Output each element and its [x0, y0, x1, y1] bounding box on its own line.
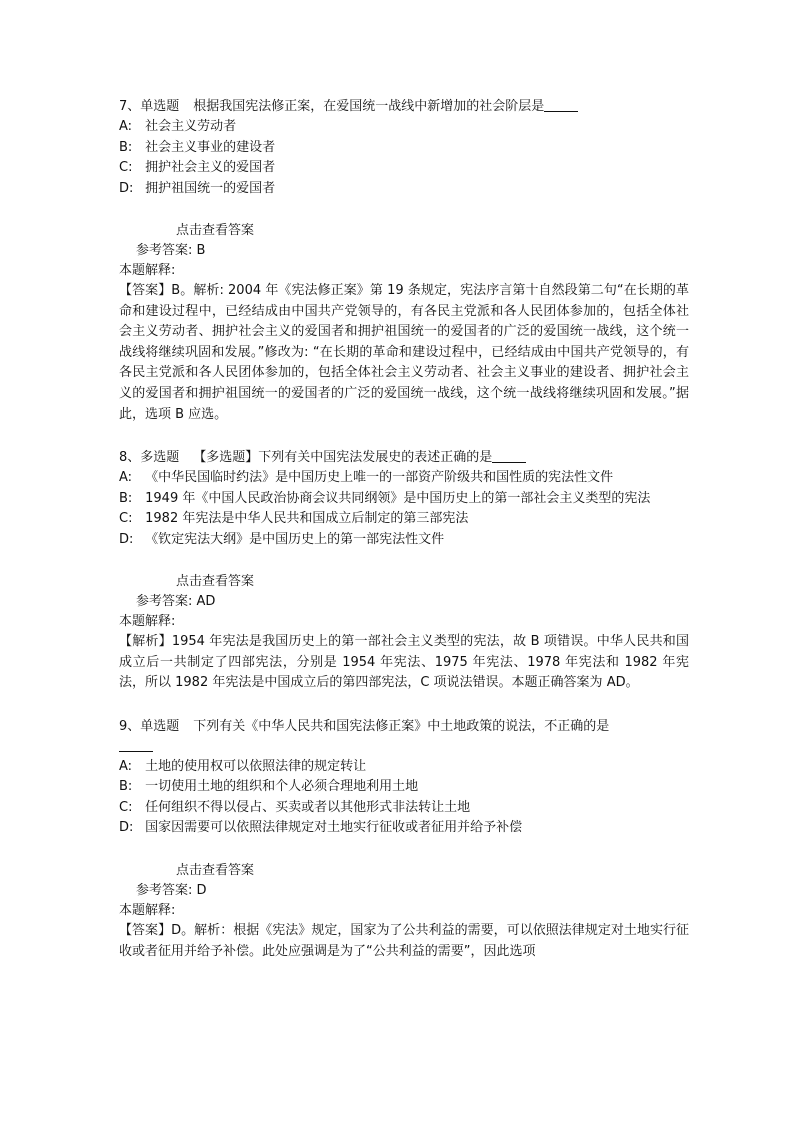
option-c	[119, 509, 689, 530]
option-text: 一切使用土地的组织和个人必须合理地利用土地	[145, 779, 419, 795]
explanation-text: 【答案】D。解析：根据《宪法》规定，国家为了公共利益的需要，可以依照法律规定对土地实行征收或者征用并给予补偿。此处应强调是为了“公共利益的需要”，因此选项	[119, 922, 689, 959]
option-a	[119, 117, 689, 138]
option-text: 任何组织不得以侵占、买卖或者以其他形式非法转让土地	[145, 799, 471, 815]
option-key: D:	[119, 180, 134, 196]
option-text: 《钦定宪法大纲》是中国历史上的第一部宪法性文件	[145, 531, 445, 547]
question-header	[119, 96, 689, 117]
question-stem: 根据我国宪法修正案，在爱国统一战线中新增加的社会阶层是	[193, 99, 545, 114]
reference-answer: 参考答案: D	[136, 882, 207, 898]
reference-answer: 参考答案: AD	[136, 594, 216, 610]
option-key: D:	[119, 531, 134, 547]
option-key: C:	[119, 799, 133, 815]
option-a	[119, 468, 689, 489]
option-key: A:	[119, 119, 133, 134]
question-header	[119, 716, 689, 737]
option-key: A:	[119, 758, 133, 774]
answer-blank	[119, 738, 153, 752]
question-number: 8、	[119, 450, 141, 466]
show-answer-link[interactable]: 点击查看答案	[176, 223, 255, 238]
option-text: 1982 年宪法是中华人民共和国成立后制定的第三部宪法	[145, 511, 469, 527]
show-answer-link[interactable]: 点击查看答案	[176, 862, 255, 878]
question-type: 多选题	[140, 450, 180, 466]
option-text: 1949 年《中国人民政治协商会议共同纲领》是中国历史上的第一部社会主义类型的宪法	[145, 490, 651, 506]
option-key: B:	[119, 139, 133, 155]
option-text: 社会主义劳动者	[145, 119, 237, 134]
question-type: 单选题	[140, 718, 180, 734]
question-header	[119, 447, 689, 468]
option-key: C:	[119, 160, 133, 175]
question-9	[119, 716, 689, 962]
option-text: 社会主义事业的建设者	[145, 139, 276, 155]
question-stem: 下列有关《中华人民共和国宪法修正案》中土地政策的说法，不正确的是	[193, 718, 610, 734]
question-type: 单选题	[140, 99, 180, 114]
question-number: 9、	[119, 718, 141, 734]
option-b	[119, 138, 689, 159]
question-stem: 【多选题】下列有关中国宪法发展史的表述正确的是	[193, 450, 493, 466]
option-b	[119, 777, 689, 798]
option-d	[119, 818, 689, 839]
option-text: 国家因需要可以依照法律规定对土地实行征收或者征用并给予补偿	[145, 820, 523, 836]
option-c	[119, 158, 689, 179]
explanation-label: 本题解释:	[119, 263, 176, 278]
answer-blank	[544, 98, 578, 112]
document-page	[119, 96, 689, 962]
answer-blank	[492, 449, 526, 463]
option-b	[119, 489, 689, 510]
option-text: 土地的使用权可以依照法律的规定转让	[145, 758, 367, 774]
option-key: D:	[119, 820, 134, 836]
option-key: B:	[119, 490, 133, 506]
reference-answer: 参考答案: B	[136, 243, 206, 258]
option-key: C:	[119, 511, 133, 527]
explanation-label: 本题解释:	[119, 614, 176, 630]
question-7	[119, 96, 689, 447]
show-answer-link[interactable]: 点击查看答案	[176, 574, 255, 590]
question-8	[119, 447, 689, 716]
option-c	[119, 798, 689, 819]
explanation-text: 【答案】B。解析: 2004 年《宪法修正案》第 19 条规定，宪法序言第十自然段第二句“在长期的革命和建设过程中，已经结成由中国共产党领导的，有各民主党派和各人民团体参加的，包括全体社会主义劳动者、拥护社会主义的爱国者和拥护祖国统一的爱国者的广泛的爱国统一战线，这个统一战线将继续巩固和发展。”修改为: “在长期的革命和建设过程中，已经结成由中国共产党领导的，有各民主党派和各人民团体参加的，包括全体社会主义劳动者、社会主义事业的建设者、拥护社会主义的爱国者和拥护祖国统一的爱国者的广泛的爱国统一战线，这个统一战线将继续巩固和发展。”据此，选项 B 应选。	[119, 283, 689, 422]
option-text: 拥护社会主义的爱国者	[145, 160, 276, 175]
option-d	[119, 179, 689, 200]
option-text: 《中华民国临时约法》是中国历史上唯一的一部资产阶级共和国性质的宪法性文件	[145, 470, 614, 486]
option-d	[119, 530, 689, 551]
option-a	[119, 757, 689, 778]
explanation-text: 【解析】1954 年宪法是我国历史上的第一部社会主义类型的宪法，故 B 项错误。中华人民共和国成立后一共制定了四部宪法，分别是 1954 年宪法、1975 年宪法、1978 年宪法和 1982 年宪法，所以 1982 年宪法是中国成立后的第四部宪法，C 项说法错误。本题正确答案为 AD。	[119, 634, 689, 691]
question-number: 7、	[119, 99, 141, 114]
option-key: A:	[119, 470, 133, 486]
option-text: 拥护祖国统一的爱国者	[145, 180, 276, 196]
option-key: B:	[119, 779, 133, 795]
explanation-label: 本题解释:	[119, 902, 176, 918]
